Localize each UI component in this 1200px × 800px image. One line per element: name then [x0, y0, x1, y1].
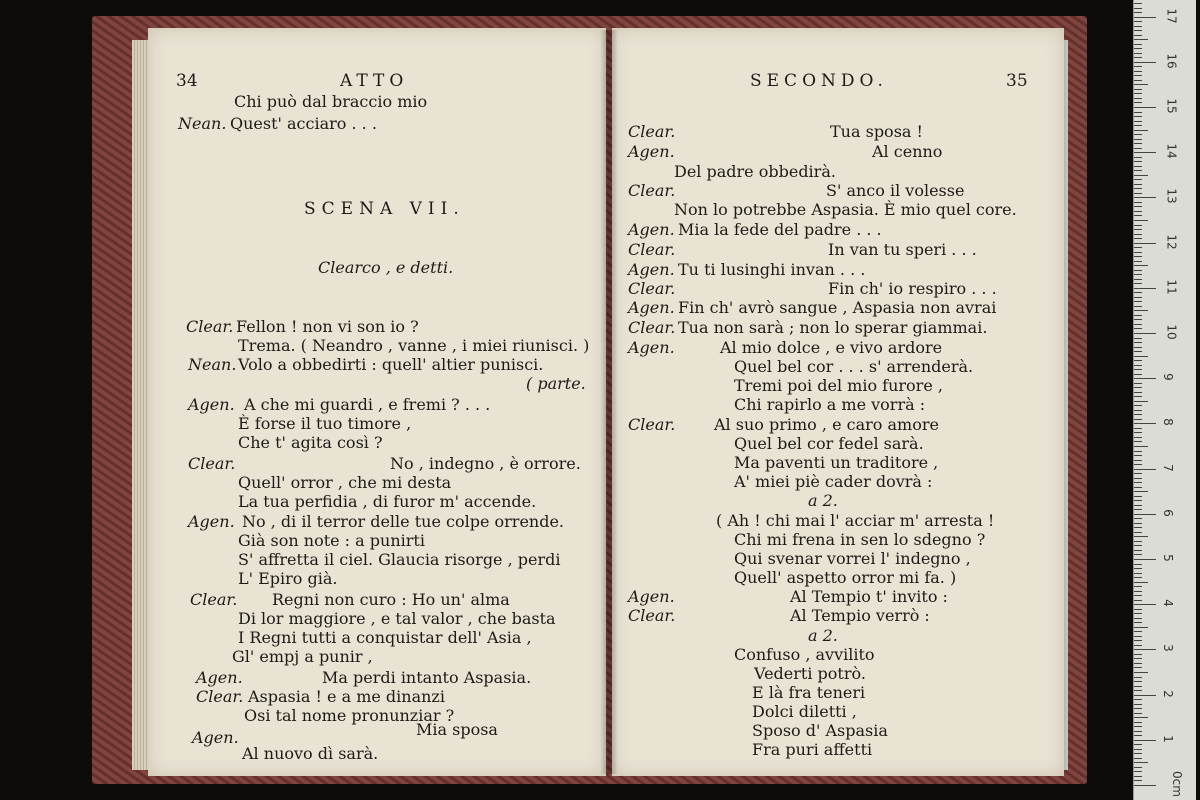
verse-line: Già son note : a punirti: [238, 531, 425, 550]
ruler-tick: [1134, 527, 1142, 528]
verse-line: No , indegno , è orrore.: [390, 454, 581, 473]
ruler-tick: [1134, 211, 1142, 212]
ruler-tick: [1134, 265, 1148, 266]
ruler-tick: [1134, 17, 1156, 18]
ruler-tick: [1134, 740, 1156, 741]
ruler-tick: [1134, 577, 1142, 578]
speaker-label: Agen.: [628, 142, 675, 161]
ruler-tick: [1134, 161, 1142, 162]
ruler-label: 5: [1160, 554, 1175, 562]
ruler-tick: [1134, 482, 1142, 483]
ruler-tick: [1134, 767, 1142, 768]
ruler-tick: [1134, 496, 1142, 497]
ruler-tick: [1134, 306, 1142, 307]
page-number: 34: [176, 71, 198, 91]
ruler-tick: [1134, 677, 1142, 678]
ruler-tick: [1134, 193, 1142, 194]
ruler-tick: [1134, 523, 1142, 524]
ruler-tick: [1134, 631, 1142, 632]
ruler-tick: [1134, 478, 1142, 479]
ruler-label: 10: [1164, 324, 1179, 340]
speaker-label: Clear.: [196, 687, 244, 706]
ruler-tick: [1134, 274, 1142, 275]
verse-line: Quest' acciaro . . .: [230, 114, 377, 133]
ruler-tick: [1134, 3, 1142, 4]
verse-line: Gl' empj a punir ,: [232, 647, 373, 666]
speaker-label: Agen.: [188, 512, 235, 531]
verse-line: Di lor maggiore , e tal valor , che basta: [238, 609, 556, 628]
ruler-tick: [1134, 681, 1142, 682]
verse-line: ( Ah ! chi mai l' acciar m' arresta !: [716, 511, 995, 530]
ruler-tick: [1134, 550, 1142, 551]
ruler-tick: [1134, 234, 1142, 235]
ruler-tick: [1134, 591, 1142, 592]
ruler-tick: [1134, 419, 1142, 420]
running-header: ATTO: [340, 71, 409, 91]
ruler-tick: [1134, 645, 1142, 646]
ruler-label: 13: [1164, 188, 1179, 205]
verse-line: Al cenno: [872, 142, 943, 161]
ruler-tick: [1134, 347, 1142, 348]
ruler-tick: [1134, 460, 1142, 461]
ruler-tick: [1134, 410, 1142, 411]
ruler-tick: [1134, 130, 1148, 131]
measuring-ruler: [1133, 0, 1196, 800]
ruler-tick: [1134, 319, 1142, 320]
verse-line: Al nuovo dì sarà.: [242, 744, 379, 763]
ruler-tick: [1134, 663, 1142, 664]
ruler-tick: [1134, 473, 1142, 474]
page-edges-left: [132, 40, 148, 770]
ruler-tick: [1134, 785, 1156, 786]
ruler-tick: [1134, 57, 1142, 58]
ruler-tick: [1134, 695, 1156, 696]
verse-line: Volo a obbedirti : quell' altier punisci.: [238, 355, 544, 374]
ruler-tick: [1134, 604, 1156, 605]
ruler-tick: [1134, 713, 1142, 714]
speaker-label: Clear.: [628, 415, 676, 434]
ruler-tick: [1134, 112, 1142, 113]
ruler-tick: [1134, 636, 1142, 637]
ruler-tick: [1134, 360, 1142, 361]
ruler-tick: [1134, 157, 1142, 158]
speaker-label: Clear.: [628, 318, 676, 337]
ruler-tick: [1134, 166, 1142, 167]
speaker-label: Clear.: [628, 606, 676, 625]
ruler-label: 1: [1160, 734, 1175, 743]
ruler-tick: [1134, 21, 1142, 22]
ruler-tick: [1134, 609, 1142, 610]
ruler-tick: [1134, 491, 1148, 492]
ruler-tick: [1134, 649, 1156, 650]
ruler-tick: [1134, 80, 1142, 81]
ruler-tick: [1134, 455, 1142, 456]
verse-line: Quel bel cor fedel sarà.: [734, 434, 924, 453]
ruler-tick: [1134, 487, 1142, 488]
verse-line: Qui svenar vorrei l' indegno ,: [734, 549, 971, 568]
verse-line: No , di il terror delle tue colpe orrende.: [242, 512, 565, 531]
ruler-tick: [1134, 780, 1142, 781]
ruler-tick: [1134, 500, 1142, 501]
ruler-tick: [1134, 640, 1142, 641]
ruler-tick: [1134, 369, 1142, 370]
ruler-tick: [1134, 333, 1156, 334]
verse-line: Fin ch' avrò sangue , Aspasia non avrai: [678, 298, 997, 317]
book-gutter: [600, 30, 618, 774]
a-due-marker: a 2.: [808, 626, 838, 645]
ruler-tick: [1134, 35, 1142, 36]
ruler-tick: [1134, 125, 1142, 126]
ruler-label: 3: [1160, 644, 1175, 653]
speaker-label: Agen.: [628, 220, 675, 239]
ruler-tick: [1134, 441, 1142, 442]
ruler-tick: [1134, 328, 1142, 329]
stage-direction: ( parte.: [526, 374, 586, 393]
speaker-label: Clear.: [186, 317, 234, 336]
verse-line: Al Tempio t' invito :: [790, 587, 948, 606]
verse-line: Chi rapirlo a me vorrà :: [734, 395, 926, 414]
verse-line: Confuso , avvilito: [734, 645, 875, 664]
verse-line: Quel bel cor . . . s' arrenderà.: [734, 357, 974, 376]
ruler-tick: [1134, 89, 1142, 90]
ruler-tick: [1134, 505, 1142, 506]
verse-line: E là fra teneri: [752, 683, 866, 702]
ruler-tick: [1134, 595, 1142, 596]
ruler-tick: [1134, 44, 1142, 45]
ruler-tick: [1134, 220, 1148, 221]
ruler-tick: [1134, 446, 1148, 447]
verse-line: La tua perfidia , di furor m' accende.: [238, 492, 537, 511]
ruler-tick: [1134, 469, 1156, 470]
ruler-tick: [1134, 53, 1142, 54]
ruler-tick: [1134, 722, 1142, 723]
speaker-label: Nean.: [178, 114, 227, 133]
ruler-tick: [1134, 297, 1142, 298]
verse-line: Regni non curo : Ho un' alma: [272, 590, 510, 609]
speaker-label: Nean.: [188, 355, 237, 374]
verse-line: Chi può dal braccio mio: [234, 92, 428, 111]
ruler-tick: [1134, 12, 1142, 13]
ruler-tick: [1134, 536, 1148, 537]
ruler-tick: [1134, 541, 1142, 542]
ruler-tick: [1134, 102, 1142, 103]
ruler-tick: [1134, 568, 1142, 569]
ruler-tick: [1134, 758, 1142, 759]
ruler-label: 12: [1164, 233, 1179, 250]
ruler-tick: [1134, 378, 1156, 379]
ruler-tick: [1134, 107, 1156, 108]
right-page: [612, 28, 1064, 776]
ruler-tick: [1134, 188, 1142, 189]
ruler-tick: [1134, 532, 1142, 533]
ruler-tick: [1134, 627, 1148, 628]
verse-line: A' miei piè cader dovrà :: [734, 472, 933, 491]
ruler-tick: [1134, 554, 1142, 555]
left-page: [148, 28, 606, 776]
ruler-tick: [1134, 392, 1142, 393]
ruler-tick: [1134, 225, 1142, 226]
verse-line: Aspasia ! e a me dinanzi: [248, 687, 445, 706]
ruler-tick: [1134, 613, 1142, 614]
ruler-tick: [1134, 622, 1142, 623]
ruler-tick: [1134, 238, 1142, 239]
ruler-tick: [1134, 428, 1142, 429]
ruler-tick: [1134, 708, 1142, 709]
ruler-tick: [1134, 509, 1142, 510]
ruler-tick: [1134, 121, 1142, 122]
verse-line: Tua sposa !: [830, 122, 923, 141]
ruler-label: 9: [1160, 373, 1175, 382]
ruler-tick: [1134, 383, 1142, 384]
ruler-tick: [1134, 39, 1148, 40]
verse-line: Chi mi frena in sen lo sdegno ?: [734, 530, 986, 549]
ruler-label: 14: [1164, 143, 1179, 159]
ruler-tick: [1134, 75, 1142, 76]
ruler-tick: [1134, 30, 1142, 31]
ruler-tick: [1134, 753, 1142, 754]
verse-line: Non lo potrebbe Aspasia. È mio quel core.: [674, 200, 1017, 219]
speaker-label: Clear.: [628, 181, 676, 200]
ruler-tick: [1134, 374, 1142, 375]
speaker-label: Agen.: [628, 260, 675, 279]
ruler-label: 7: [1160, 463, 1175, 472]
ruler-tick: [1134, 66, 1142, 67]
verse-line: A che mi guardi , e fremi ? . . .: [244, 395, 491, 414]
verse-line: Fra puri affetti: [752, 740, 873, 759]
verse-line: Ma paventi un traditore ,: [734, 453, 939, 472]
speaker-label: Agen.: [628, 338, 675, 357]
ruler-tick: [1134, 514, 1156, 515]
ruler-tick: [1134, 252, 1142, 253]
ruler-tick: [1134, 667, 1142, 668]
ruler-tick: [1134, 71, 1142, 72]
ruler-label: 4: [1160, 599, 1175, 608]
ruler-tick: [1134, 62, 1156, 63]
ruler-tick: [1134, 288, 1156, 289]
verse-line: Tu ti lusinghi invan . . .: [678, 260, 866, 279]
verse-line: Vederti potrò.: [754, 664, 866, 683]
verse-line: Al suo primo , e caro amore: [714, 415, 939, 434]
ruler-tick: [1134, 776, 1142, 777]
ruler-tick: [1134, 175, 1148, 176]
ruler-tick: [1134, 215, 1142, 216]
ruler-tick: [1134, 134, 1142, 135]
ruler-tick: [1134, 432, 1142, 433]
ruler-tick: [1134, 564, 1142, 565]
verse-line: Quell' aspetto orror mi fa. ): [734, 568, 957, 587]
speaker-label: Agen.: [628, 587, 675, 606]
ruler-tick: [1134, 315, 1142, 316]
ruler-tick: [1134, 762, 1148, 763]
ruler-tick: [1134, 717, 1148, 718]
ruler-tick: [1134, 229, 1142, 230]
ruler-tick: [1134, 437, 1142, 438]
speaker-label: Clear.: [628, 240, 676, 259]
ruler-tick: [1134, 152, 1156, 153]
ruler-tick: [1134, 338, 1142, 339]
speaker-label: Clear.: [628, 279, 676, 298]
speaker-label: Agen.: [188, 395, 235, 414]
verse-line: Quell' orror , che mi desta: [238, 473, 452, 492]
ruler-tick: [1134, 93, 1142, 94]
ruler-tick: [1134, 8, 1142, 9]
ruler-label: 16: [1164, 53, 1179, 69]
verse-line: Del padre obbedirà.: [674, 162, 836, 181]
ruler-tick: [1134, 518, 1142, 519]
ruler-tick: [1134, 292, 1142, 293]
ruler-tick: [1134, 202, 1142, 203]
ruler-tick: [1134, 704, 1142, 705]
ruler-tick: [1134, 356, 1148, 357]
ruler-tick: [1134, 654, 1142, 655]
speaker-label: Clear.: [190, 590, 238, 609]
ruler-tick: [1134, 559, 1156, 560]
ruler-tick: [1134, 582, 1148, 583]
ruler-tick: [1134, 247, 1142, 248]
ruler-tick: [1134, 586, 1142, 587]
ruler-tick: [1134, 148, 1142, 149]
verse-line: Fin ch' io respiro . . .: [828, 279, 997, 298]
verse-line: Tua non sarà ; non lo sperar giammai.: [678, 318, 988, 337]
ruler-tick: [1134, 342, 1142, 343]
ruler-tick: [1134, 139, 1142, 140]
ruler-tick: [1134, 726, 1142, 727]
ruler-tick: [1134, 573, 1142, 574]
verse-line: Trema. ( Neandro , vanne , i miei riunisci. ): [238, 336, 590, 355]
ruler-tick: [1134, 405, 1142, 406]
running-header: SECONDO.: [750, 71, 888, 91]
ruler-tick: [1134, 351, 1142, 352]
ruler-label: 6: [1160, 508, 1175, 517]
ruler-tick: [1134, 279, 1142, 280]
verse-line: Mia la fede del padre . . .: [678, 220, 882, 239]
ruler-label: 2: [1160, 689, 1175, 698]
ruler-tick: [1134, 749, 1142, 750]
ruler-tick: [1134, 270, 1142, 271]
ruler-tick: [1134, 206, 1142, 207]
a-due-marker: a 2.: [808, 491, 838, 510]
ruler-tick: [1134, 310, 1148, 311]
ruler-tick: [1134, 731, 1142, 732]
ruler-tick: [1134, 301, 1142, 302]
speaker-label: Clear.: [188, 454, 236, 473]
ruler-tick: [1134, 170, 1142, 171]
ruler-tick: [1134, 401, 1148, 402]
ruler-tick: [1134, 658, 1142, 659]
scene-title: SCENA VII.: [304, 199, 465, 219]
verse-line: L' Epiro già.: [238, 569, 338, 588]
ruler-tick: [1134, 451, 1142, 452]
verse-line: S' anco il volesse: [826, 181, 965, 200]
verse-line: I Regni tutti a conquistar dell' Asia ,: [238, 628, 532, 647]
ruler-label: 15: [1164, 98, 1179, 114]
ruler-tick: [1134, 545, 1142, 546]
ruler-tick: [1134, 26, 1142, 27]
verse-line: Sposo d' Aspasia: [752, 721, 888, 740]
ruler-tick: [1134, 243, 1156, 244]
scene-subtitle: Clearco , e detti.: [318, 258, 454, 277]
verse-line: In van tu speri . . .: [828, 240, 977, 259]
speaker-label: Agen.: [196, 668, 243, 687]
verse-line: Al mio dolce , e vivo ardore: [720, 338, 943, 357]
ruler-tick: [1134, 771, 1142, 772]
verse-line: Osi tal nome pronunziar ?: [244, 706, 455, 725]
ruler-tick: [1134, 464, 1142, 465]
ruler-tick: [1134, 365, 1142, 366]
ruler-tick: [1134, 98, 1142, 99]
verse-line: È forse il tuo timore ,: [238, 414, 412, 433]
page-number: 35: [1006, 71, 1028, 91]
ruler-tick: [1134, 686, 1142, 687]
verse-line: Tremi poi del mio furore ,: [734, 376, 943, 395]
ruler-label: 17: [1164, 7, 1179, 24]
ruler-tick: [1134, 283, 1142, 284]
speaker-label: Agen.: [192, 728, 239, 747]
ruler-tick: [1134, 116, 1142, 117]
ruler-tick: [1134, 256, 1142, 257]
ruler-tick: [1134, 179, 1142, 180]
verse-line: S' affretta il ciel. Glaucia risorge , perdi: [238, 550, 561, 569]
ruler-tick: [1134, 184, 1142, 185]
ruler-tick: [1134, 699, 1142, 700]
verse-line: Ma perdi intanto Aspasia.: [322, 668, 532, 687]
verse-line: Che t' agita così ?: [238, 433, 383, 452]
ruler-tick: [1134, 324, 1142, 325]
ruler-tick: [1134, 197, 1156, 198]
ruler-tick: [1134, 143, 1142, 144]
ruler-tick: [1134, 261, 1142, 262]
ruler-label: 0cm: [1169, 771, 1184, 797]
verse-line: Dolci diletti ,: [752, 702, 857, 721]
ruler-tick: [1134, 690, 1142, 691]
verse-line: Al Tempio verrò :: [790, 606, 930, 625]
speaker-label: Clear.: [628, 122, 676, 141]
ruler-tick: [1134, 84, 1148, 85]
ruler-tick: [1134, 600, 1142, 601]
ruler-label: 11: [1164, 279, 1179, 295]
ruler-tick: [1134, 618, 1142, 619]
ruler-tick: [1134, 387, 1142, 388]
ruler-tick: [1134, 735, 1142, 736]
ruler-tick: [1134, 414, 1142, 415]
ruler-tick: [1134, 744, 1142, 745]
ruler-tick: [1134, 48, 1142, 49]
ruler-label: 8: [1160, 418, 1175, 427]
ruler-tick: [1134, 396, 1142, 397]
verse-line: Fellon ! non vi son io ?: [236, 317, 419, 336]
verse-line: Mia sposa: [416, 720, 498, 739]
speaker-label: Agen.: [628, 298, 675, 317]
ruler-tick: [1134, 423, 1156, 424]
ruler-tick: [1134, 672, 1148, 673]
